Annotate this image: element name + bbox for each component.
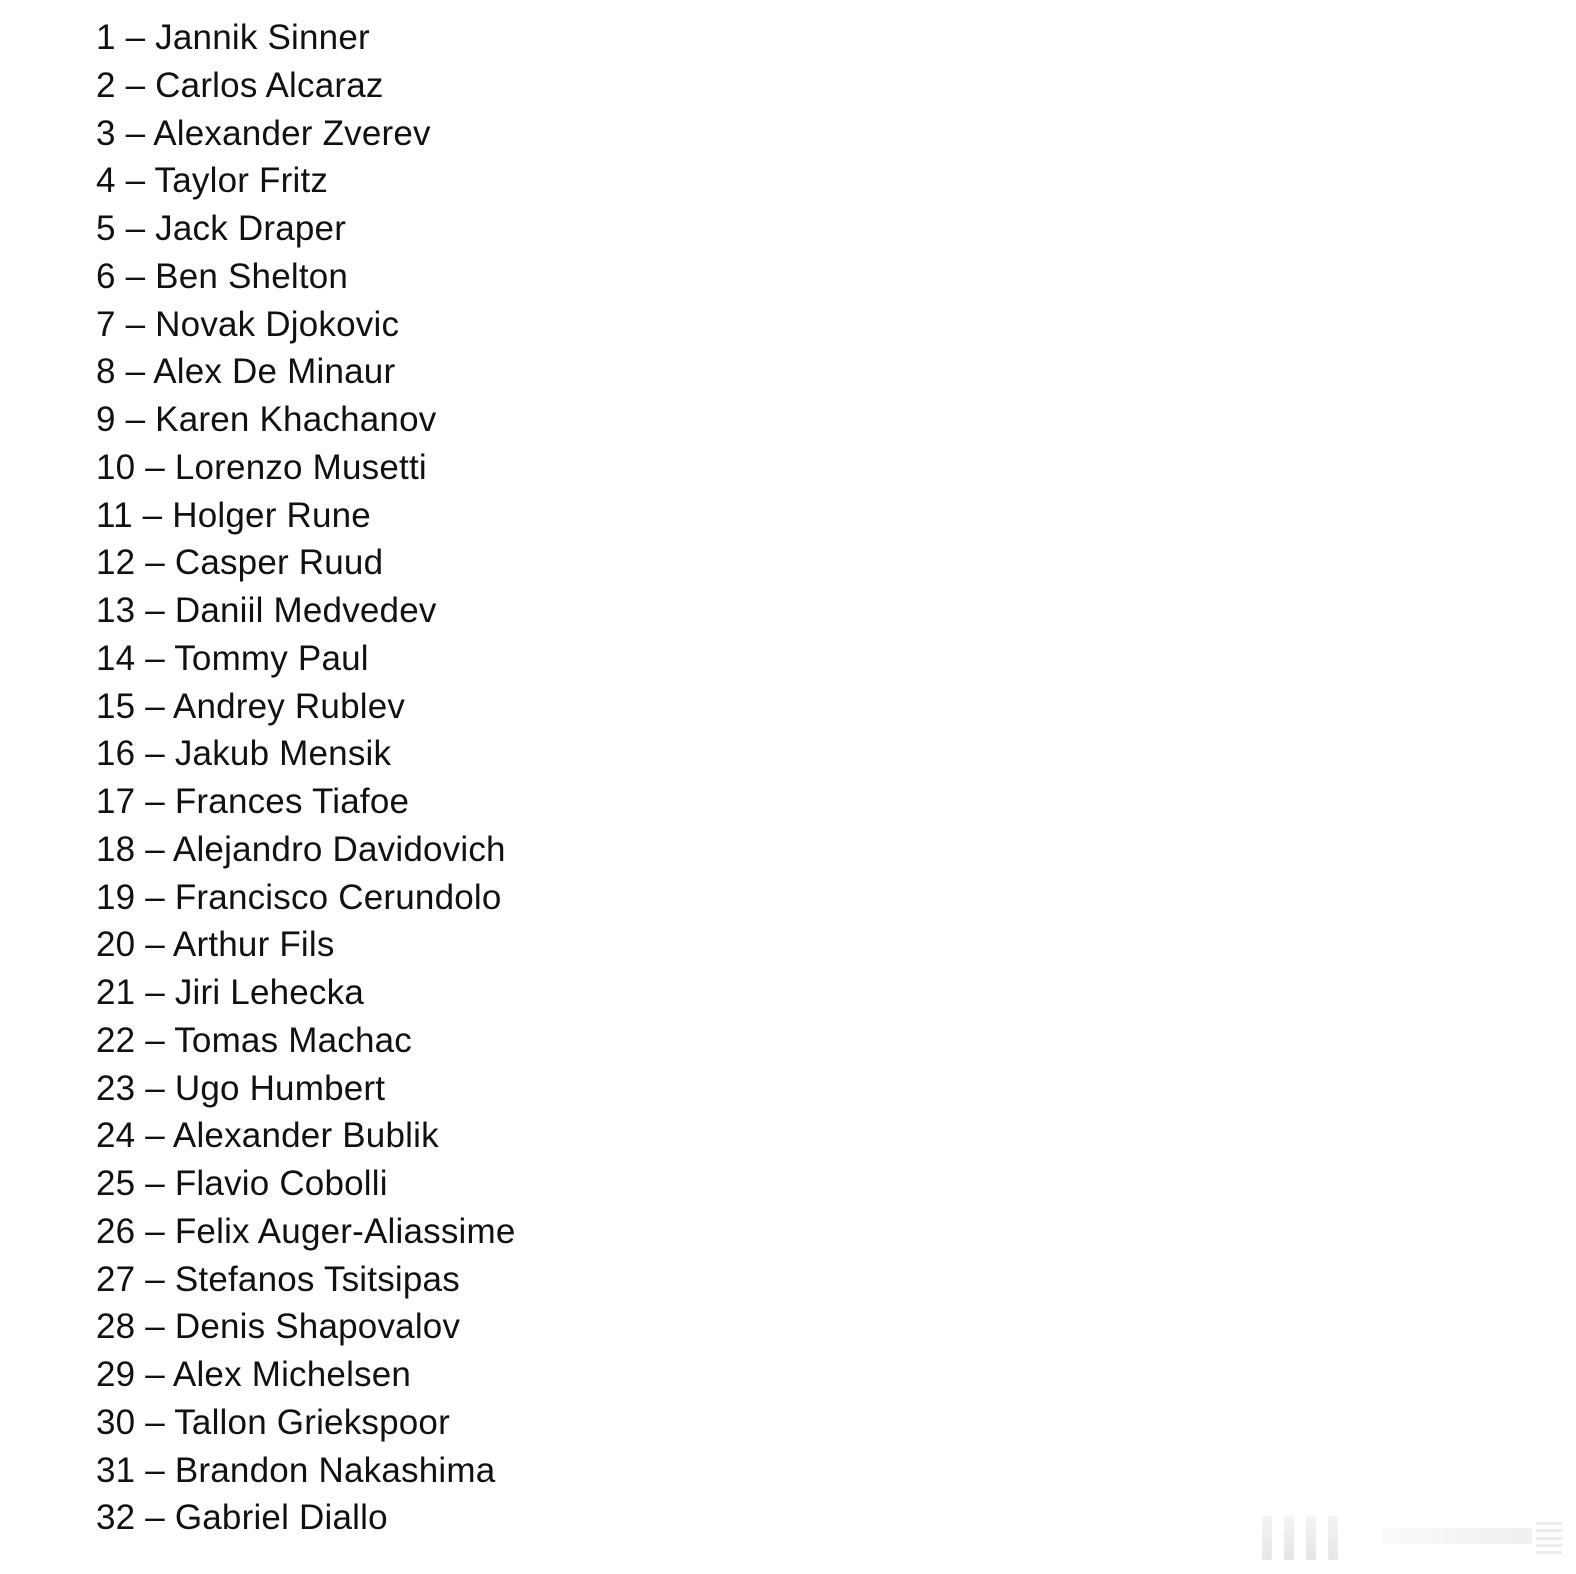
ranking-item: 19 – Francisco Cerundolo — [96, 877, 502, 917]
ranking-item: 15 – Andrey Rublev — [96, 686, 406, 726]
ranking-item: 3 – Alexander Zverev — [96, 113, 431, 153]
watermark-lines-icon — [1536, 1522, 1562, 1554]
ranking-item: 29 – Alex Michelsen — [96, 1355, 412, 1394]
ranking-item: 14 – Tommy Paul — [96, 638, 369, 678]
ranking-item: 9 – Karen Khachanov — [96, 400, 437, 439]
ranking-item: 8 – Alex De Minaur — [96, 352, 396, 392]
watermark-bar — [1306, 1516, 1316, 1560]
ranking-item: 30 – Tallon Griekspoor — [96, 1402, 450, 1442]
ranking-item: 27 – Stefanos Tsitsipas — [96, 1259, 460, 1299]
ranking-item: 11 – Holger Rune — [96, 495, 371, 535]
ranking-item: 28 – Denis Shapovalov — [96, 1307, 461, 1347]
watermark-bar — [1328, 1516, 1338, 1560]
ranking-item: 6 – Ben Shelton — [96, 256, 349, 296]
ranking-item: 13 – Daniil Medvedev — [96, 591, 437, 630]
ranking-item: 4 – Taylor Fritz — [96, 161, 329, 201]
ranking-item: 25 – Flavio Cobolli — [96, 1164, 388, 1203]
ranking-item: 31 – Brandon Nakashima — [96, 1450, 496, 1490]
watermark-bar — [1262, 1516, 1272, 1560]
ranking-item: 7 – Novak Djokovic — [96, 304, 400, 344]
ranking-item: 16 – Jakub Mensik — [96, 734, 392, 774]
ranking-item: 12 – Casper Ruud — [96, 543, 384, 583]
ranking-item: 20 – Arthur Fils — [96, 925, 335, 965]
ranking-item: 10 – Lorenzo Musetti — [96, 447, 427, 487]
ranking-item: 18 – Alejandro Davidovich — [96, 829, 506, 869]
ranking-item: 32 – Gabriel Diallo — [96, 1498, 388, 1538]
ranking-item: 1 – Jannik Sinner — [96, 18, 370, 57]
watermark-text-mark — [1382, 1528, 1532, 1544]
ranking-item: 17 – Frances Tiafoe — [96, 782, 410, 821]
ranking-item: 5 – Jack Draper — [96, 209, 347, 248]
ranking-item: 21 – Jiri Lehecka — [96, 973, 365, 1012]
ranking-item: 22 – Tomas Machac — [96, 1020, 412, 1060]
watermark-bar — [1284, 1516, 1294, 1560]
watermark — [1262, 1512, 1562, 1560]
ranking-list — [96, 14, 516, 1542]
ranking-item: 23 – Ugo Humbert — [96, 1068, 386, 1108]
ranking-item: 2 – Carlos Alcaraz — [96, 65, 384, 105]
ranking-item: 26 – Felix Auger-Aliassime — [96, 1211, 516, 1251]
ranking-item: 24 – Alexander Bublik — [96, 1116, 439, 1156]
watermark-bars — [1262, 1512, 1372, 1560]
